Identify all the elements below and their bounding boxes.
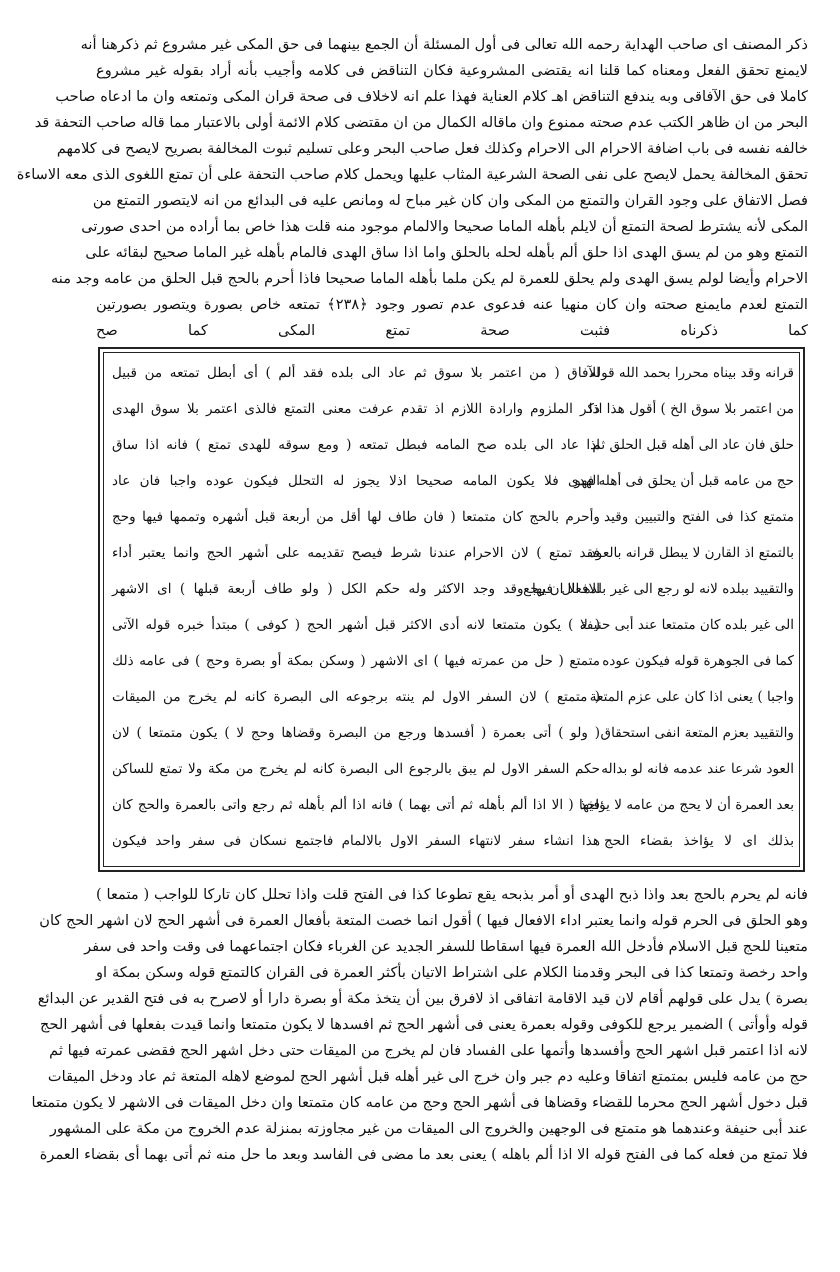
side-text-line: قرانه وقد بيناه محررا بحمد الله قوله xyxy=(589,365,794,381)
text-line: المكى لأنه يشترط لصحة التمتع أن لايلم بأهله الماما صحيحا والالمام موجود منه قلت هذا خاص بما أراده من احدى صورتى xyxy=(81,218,808,235)
main-text-line: ( متمتع ) لان السفر الاول لم ينته برجوعه الى البصرة كانه لم يخرج من الميقات xyxy=(112,689,600,705)
side-text-line: بذلك اى لا يؤاخذ بقضاء الحج xyxy=(604,833,794,849)
main-text-line: ( لا ) يكون متمتعا لانه أدى الاكثر قبل أشهر الحج ( كوفى ) مبتدأ خبره قوله الآتى xyxy=(112,617,600,633)
main-text-line: فقد تمتع ) لان الاحرام عندنا شرط فيصح تقديمه على أشهر الحج وانما يعتبر أداء xyxy=(112,545,600,561)
text-line: تحقق المخالفة يحمل لايصح على نفى الصحة الشرعية المثاب عليها ويحمل كلام صاحب التحفة على أن تمتع اللغوى الذى معه الاساءة xyxy=(16,166,808,183)
main-text-frame-inner xyxy=(103,352,800,867)
text-line: متعينا للحج قبل الاسلام فأدخل الله العمرة فيها اسقاطا للسفر الجديد عن الغرباء فكان اجتماعهما فى وقت واحد فى سفر xyxy=(84,938,808,955)
text-line: فانه لم يحرم بالحج بعد واذا ذبح الهدى أو أمر بذبحه يقع تطوعا كذا فى الفتح قلت واذا تحلل كان تاركا للواجب ( متمعا ) xyxy=(96,886,808,903)
main-text-line: متمتع ( حل من عمرته فيها ) اى الاشهر ( وسكن بمكة أو بصرة وحج ) فى عامه ذلك xyxy=(112,653,600,669)
text-line: عند أبى حنيفة وعندهما هو متمتع فى الوجهين والخروج الى الميقات من غير مجاوزته بمنزلة عدم الخروج من مكة على المشهور xyxy=(49,1120,808,1137)
text-line: خالفه نفسه فى باب اضافة الاحرام الى الاحرام وكذلك فعل صاحب البحر وعلى تسليم ثبوت المخالفة بصريح لايصح فى كلامهم xyxy=(56,140,808,157)
text-line: لانه اذا اعتمر قبل اشهر الحج وأفسدها وأتمها على الفساد فان لم يخرج من الميقات حتى دخل اشهر الحج فقضى عمرته فيها ثم xyxy=(49,1042,808,1059)
main-text-line: حكم السفر الاول لم يبق بالرجوع الى البصرة كانه لم يخرج من مكة ولا تمتع للساكن xyxy=(112,761,600,777)
text-line: قبل دخول أشهر الحج محرما للقضاء وقضاها فى أشهر الحج وحج من عامه كان متمتعا وان دخل الميقات فى الاشهر لا يكون متمتعا xyxy=(31,1094,808,1111)
side-text-line: والتقييد ببلده لانه لو رجع الى غير بلده الا ان رجع xyxy=(523,581,794,597)
side-text-line: الى غير بلده كان متمتعا عند أبى حنيفة xyxy=(579,617,794,633)
side-text-line: من اعتمر بلا سوق الخ ) أقول هذا اذا xyxy=(588,401,794,417)
side-text-line: كما فى الجوهرة قوله فيكون عوده xyxy=(602,653,794,669)
side-text-line: حلق فان عاد الى أهله قبل الحلق ثم xyxy=(592,437,794,453)
main-text-line: الآفاق ( من اعتمر بلا سوق ثم عاد الى بلده فقد ألم ) أى أبطل تمتعه من قبيل xyxy=(112,365,600,381)
text-line: التمتع لعدم مايمنع صحته وان كان منهيا عنه فدعوى عدم تصور وجود ﴿٢٣٨﴾ تمتعه خاص بصورة ويتصور بصورتين xyxy=(96,296,808,313)
text-line: حج من عامه فليس بمتمتع اتفاقا وعليه دم جبر وان خرج الى غير أهله قبل أشهر الحج لموضع لاهله المتعة ثم عاد ودخل الميقات xyxy=(47,1068,808,1085)
text-line: لايمنع تحقق الفعل ومعناه كما قلنا انه يقتضى المشروعية فكان التناقض فى كلامه وأجيب بأنه أراد بقوله غير مشروع xyxy=(96,62,808,79)
side-text-line: والتقييد بعزم المتعة انفى استحقاق xyxy=(600,725,794,741)
text-line: فصل الاتفاق على وجود القران والتمتع من المكى وان كان غير مباح له ومانص عليه فى البدائع من انه لايتصور التمتع من xyxy=(92,192,808,209)
text-line: بصرة ) يدل على قولهم أقام لان قيد الاقامة اتفاقى اذ لافرق بين أن يتخذ مكة أو بصرة دارا أو لاصرح به فى فتح القدير عن البدائع xyxy=(37,990,808,1007)
side-text-line: بعد العمرة أن لا يحج من عامه لا يؤاخذ xyxy=(579,797,794,813)
box-intro-line: كما ذكرناه فثبت صحة تمتع المكى كما صح xyxy=(96,322,808,339)
side-text-line: بالتمتع اذ القارن لا يبطل قرانه بالعود xyxy=(589,545,794,561)
text-line: الاحرام وأيضا لولم يسق الهدى ولم يحلق للعمرة لم يكن ملما بأهله الماما صحيحا فاذا أحرم بالحج قبل الحلق من عامه وجد منه xyxy=(50,270,808,287)
main-text-line: اذا عاد الى بلده صح المامه فبطل تمتعه ( ومع سوقه للهدى تمتع ) فانه اذا ساق xyxy=(112,437,600,453)
main-text-line: فيها ( الا اذا ألم بأهله ثم أتى بهما ) فانه اذا ألم بأهله ثم رجع واتى بالعمرة والحج كان xyxy=(112,797,600,813)
text-line: كاملا فى حق الآفاقى وبه يندفع التناقض اهـ كلام العناية فهذا علم انه لاخلاف فى صحة قران المكى وتمتعه وان ما ادعاه صاحب xyxy=(55,88,808,105)
text-line: واحد رخصة وتمتعا كذا فى البحر وقدمنا الكلام على اشتراط الاتيان بأكثر العمرة فى القران كالتمتع قوله وسكن بمكة او xyxy=(96,964,808,981)
side-text-line: متمتع كذا فى الفتح والتبيين وقيد xyxy=(604,509,794,525)
side-text-line: العود شرعا عند عدمه فانه لو بداله xyxy=(601,761,794,777)
text-line: التمتع وهو من لم يسق الهدى اذا حلق ألم بأهله لحله بالحلق واما اذا ساق الهدى فالمام بأهله غير الماما صحيح لبقائه على xyxy=(85,244,808,261)
main-text-line: وأحرم بالحج كان متمتعا ( فان طاف لها أقل من أربعة قبل أشهره وتممها فيها وحج xyxy=(112,509,600,525)
text-line: البحر من ان ظاهر الكتب عدم صحته ممنوع وان ماقاله الكمال من ان مقتضى كلام الائمة أولى بالاعتبار مما قاله صاحب التحفة قد xyxy=(34,114,808,131)
text-line: فلا تمتع من فعله كما فى الفتح قوله الا اذا ألم باهله ) يعنى بعد ما مضى فى الفاسد وبعد ما حل منه ثم أتى بهما أى بقضاء العمرة xyxy=(39,1146,808,1163)
text-line: ذكر المصنف اى صاحب الهداية رحمه الله تعالى فى أول المسئلة أن الجمع بينهما فى حق المكى غير مشروع ثم ذكرهنا أنه xyxy=(80,36,808,53)
main-text-line: الهدى فلا يكون المامه صحيحا اذلا يجوز له التحلل فيكون عوده واجبا فان عاد xyxy=(112,473,600,489)
side-text-line: حج من عامه قبل أن يحلق فى أهله فهو xyxy=(574,473,794,489)
text-line: وهو الحلق فى الحرم قوله وانما يعتبر اداء الافعال فيها ) أقول انما خصت المتعة بأفعال العمرة فى أشهر الحج لان اشهر الحج كان xyxy=(39,912,808,929)
main-text-line: ( ولو ) أتى بعمرة ( أفسدها ورجع من البصرة وقضاها وحج لا ) يكون متمتعا ) لان xyxy=(112,725,600,741)
text-line: قوله وأوأتى ) الضمير يرجع للكوفى وقوله بعمرة يعنى فى أشهر الحج ثم افسدها لا يكون متمتعا وانما قيدت بفعلها فى أشهر الحج xyxy=(40,1016,808,1033)
main-text-line: الافعال فيها وقد وجد الاكثر وله حكم الكل ( ولو طاف أربعة قبلها ) اى الاشهر xyxy=(112,581,600,597)
main-text-line: هذا انشاء سفر لانتهاء السفر الاول بالالمام فاجتمع نسكان فى سفر واحد فيكون xyxy=(112,833,600,849)
side-text-line: واجبا ) يعنى اذا كان على عزم المتعة xyxy=(589,689,794,705)
main-text-line: ذكر الملزوم وارادة اللازم اذ تقدم عرفت معنى التمتع فالذى اعتمر بلا سوق الهدى xyxy=(112,401,600,417)
